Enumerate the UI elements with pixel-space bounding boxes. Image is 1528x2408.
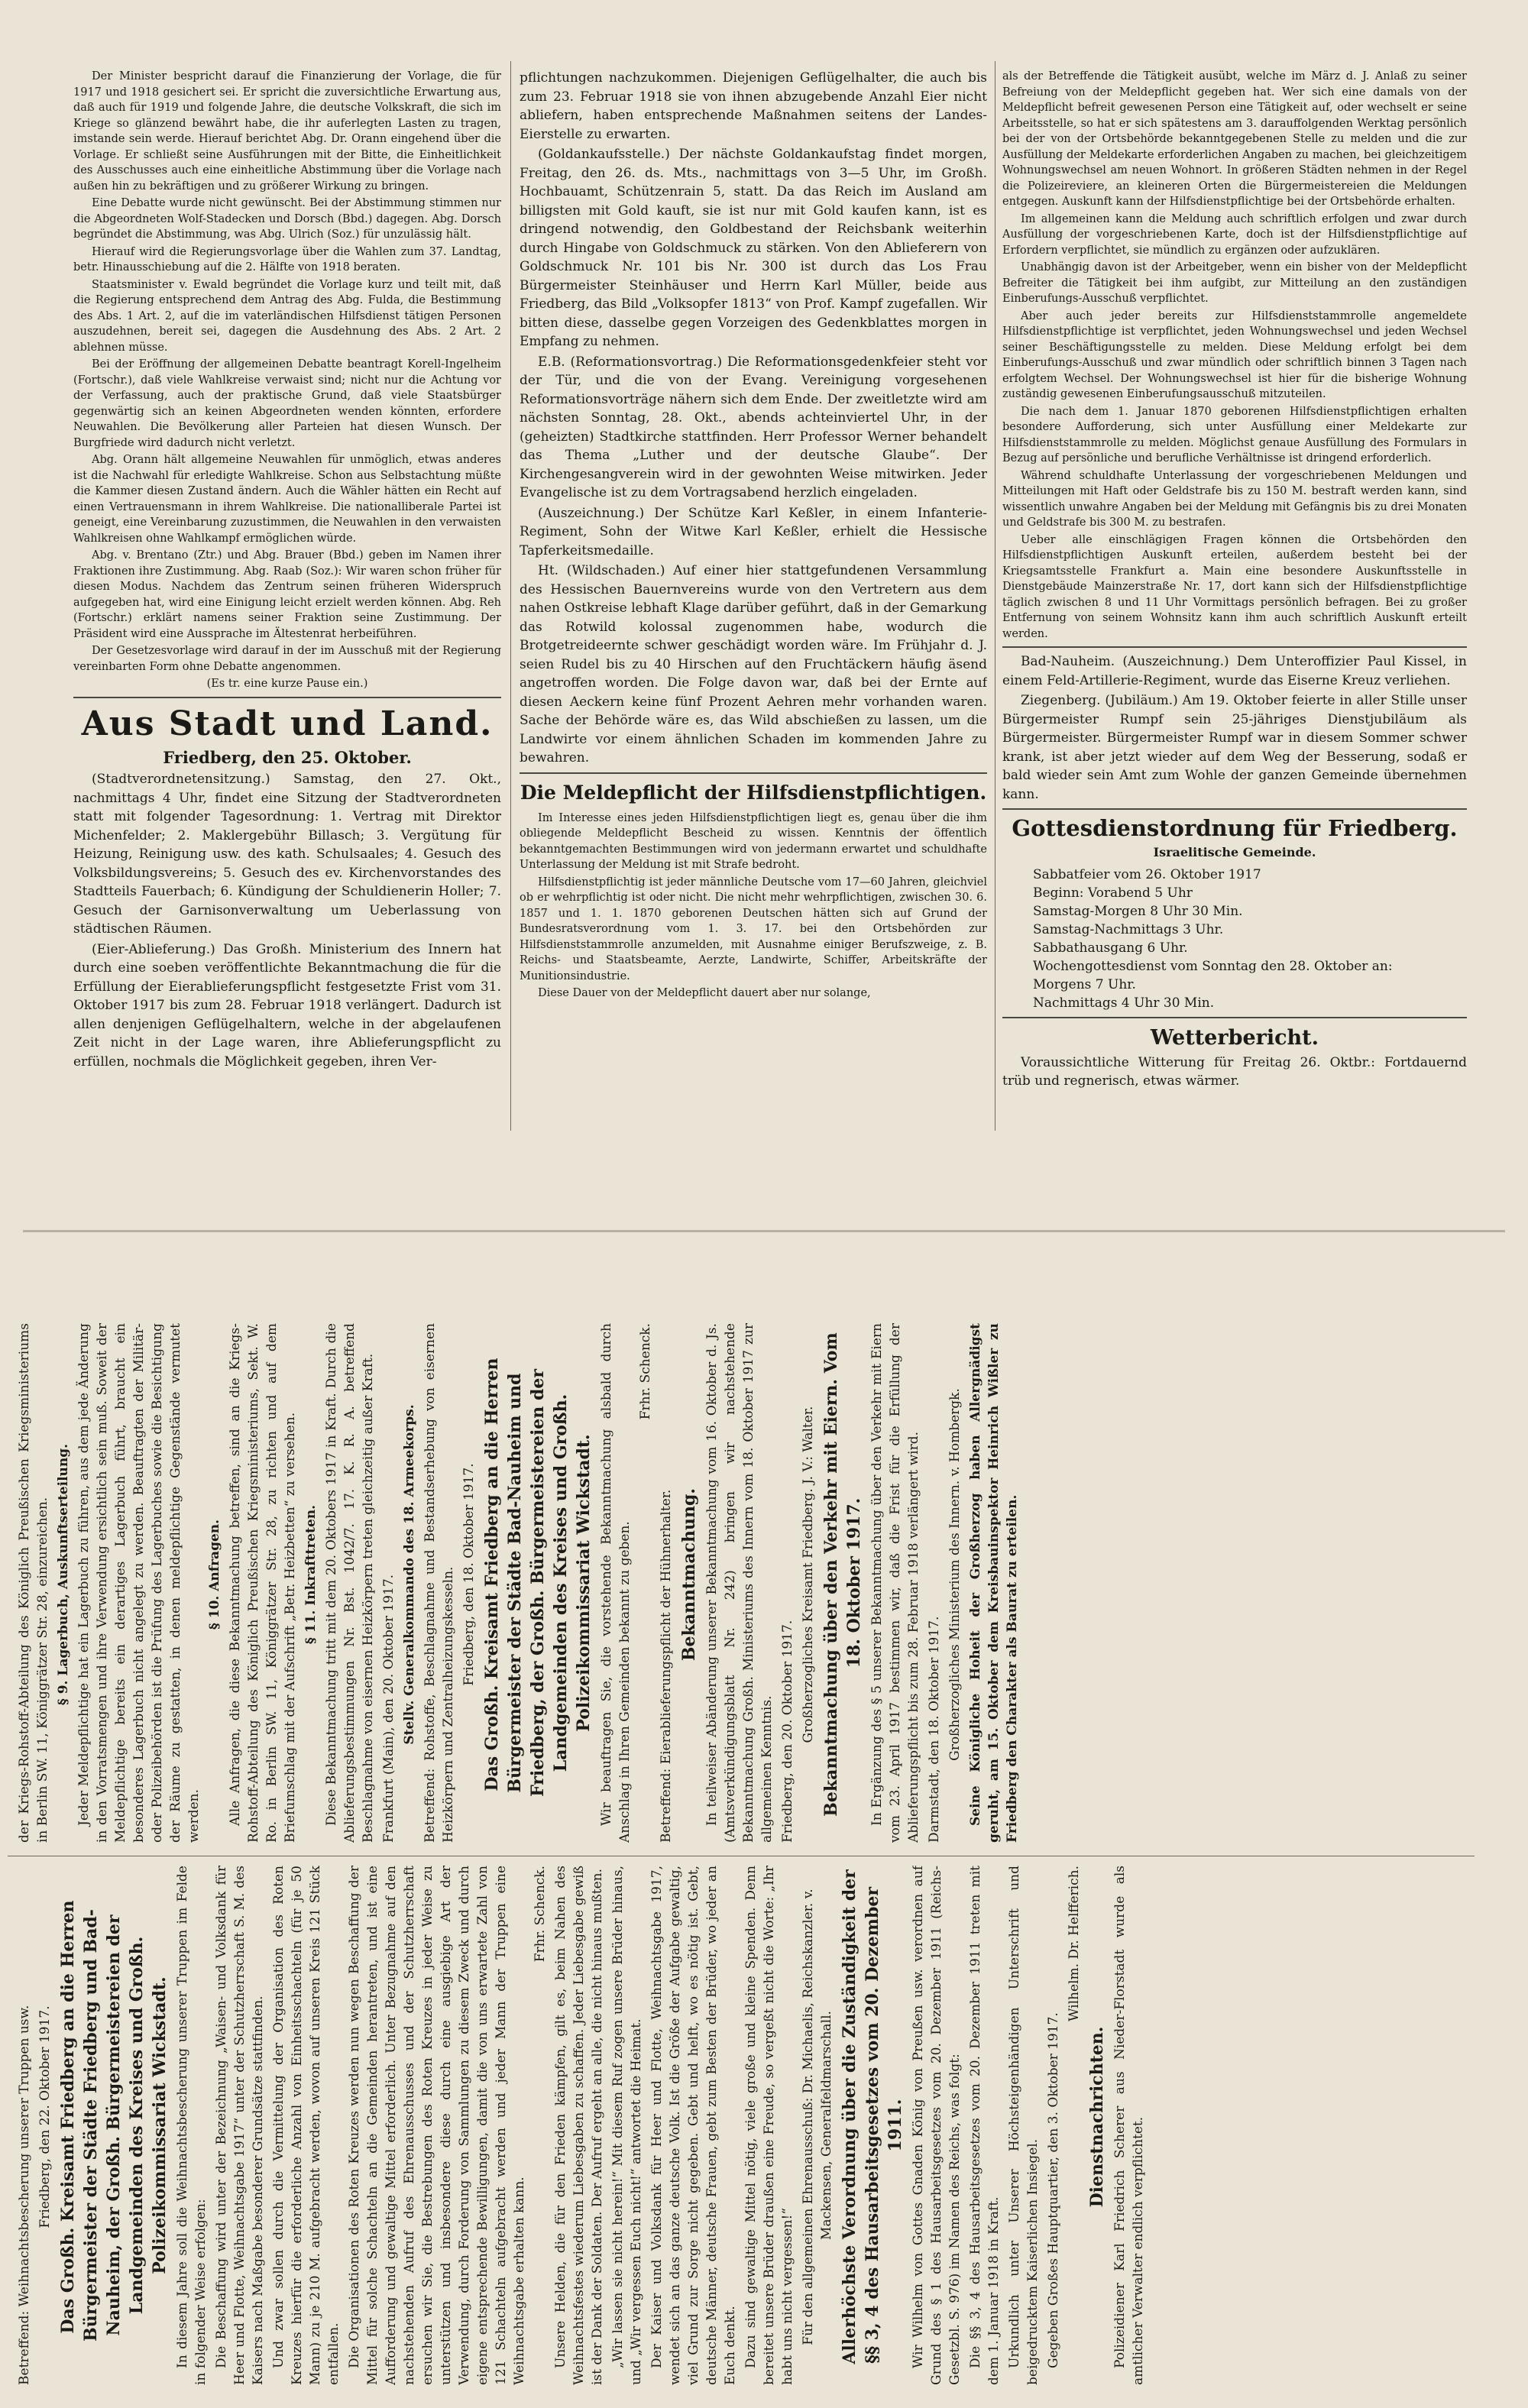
signature: Großherzogliches Ministerium des Innern. v. Hombergk. — [947, 1388, 963, 1761]
section-divider — [1002, 646, 1467, 648]
article-paragraph: Während schuldhafte Unterlassung der vorgeschriebenen Meldungen und Mitteilungen mit Haft oder Geldstrafe bis zu 150 M. bestraft werden kann, sind wissentlich unwahre Angaben bei der Meldung mit Gefängnis bis zu drei Monaten und Geldstrafe bis 300 M. zu bestrafen. — [1002, 469, 1467, 529]
section-divider — [73, 697, 501, 698]
article-paragraph: (Auszeichnung.) Der Schütze Karl Keßler, in einem Infanterie-Regiment, Sohn der Witwe Karl Keßler, erhielt die Hessische Tapferkeitsmedaille. — [520, 505, 987, 558]
article-paragraph: (Stadtverordnetensitzung.) Samstag, den 27. Okt., nachmittags 4 Uhr, findet eine Sitzung der Stadtverordneten statt mit folgender Tagesordnung: 1. Vertrag mit Direktor Michenfelder; 2. Maklergebühr Billasch; 3. Vergütung für Heizung, Reinigung usw. des kath. Schulsaales; 4. Gesuch des Volksbildungsvereins; 5. Gesuch des ev. Kirchenvorstandes des Stadtteils Fauerbach; 6. Kündigung der Schuldienerin Holler; 7. Gesuch der Garnisonverwaltung um Ueberlassung von städtischen Räumen. — [73, 772, 501, 937]
signature: Wilhelm. Dr. Helfferich. — [1067, 1866, 1082, 2022]
article-paragraph: E.B. (Reformationsvortrag.) Die Reformationsgedenkfeier steht vor der Tür, und die von der Evang. Vereinigung vorgesehenen Reformationsvorträge nähern sich dem Ende. Der zweitletzte wird am nächsten Sonntag, 28. Okt., abends achteinviertel Uhr, in der (geheizten) Stadtkirche stattfinden. Herr Professor Werner behandelt das Thema „Luther und der deutsche Glaube“. Der Kirchengesangverein wird in der gewohnten Weise mitwirken. Jeder Evangelische ist zu dem Vortragsabend herzlich eingeladen. — [520, 354, 987, 500]
appeal-paragraph: Dazu sind gewaltige Mittel nötig, viele große und kleine Spenden. Denn bereitet unsere Brüder draußen eine Freude, so vergeßt nicht die Worte: „Ihr habt uns nicht vergessen!“ — [743, 1866, 795, 2385]
notice-paragraph: Wir beauftragen Sie, die vorstehende Bekanntmachung alsbald durch Anschlag in Ihren Gemeinden bekannt zu geben. — [599, 1323, 633, 1843]
article-paragraph: Ueber alle einschlägigen Fragen können die Ortsbehörden den Hilfsdienstpflichtigen Auskunft erteilen, außerdem besteht bei der Kriegsamtsstelle Frankfurt a. Main eine besondere Auskunftsstelle in Dienstgebäude Mainzerstraße Nr. 17, dort kann sich der Hilfsdienstpflichtige täglich zwischen 8 und 11 Uhr Vormittags persönlich befragen. Bei zu großer Entfernung von seinem Wohnsitz kann ihm auch schriftlich Auskunft erteilt werden. — [1002, 533, 1467, 640]
article-paragraph: Bad-Nauheim. (Auszeichnung.) Dem Unteroffizier Paul Kissel, in einem Feld-Artillerie-Regiment, wurde das Eiserne Kreuz verliehen. — [1002, 654, 1467, 688]
article-title: Die Meldepflicht der Hilfsdienstpflichtigen. — [520, 781, 987, 804]
appeal-paragraph: Der Kaiser und Volksdank für Heer und Flotte, Weihnachtsgabe 1917, wendet sich an das ganze deutsche Volk. Ist die Größe der Aufgabe gewaltig, viel Grund zur Sorge nicht gegeben. Gebt und helft, wo es nötig ist. Gebt, deutsche Männer, deutsche Frauen, gebt zum Besten der Brüder, wo jeder an Euch denkt. — [649, 1866, 738, 2385]
service-news-title: Dienstnachrichten. — [1087, 2026, 1107, 2208]
article-paragraph: Der Minister bespricht darauf die Finanzierung der Vorlage, die für 1917 und 1918 gesichert sei. Er spricht die zuversichtliche Erwartung aus, daß auch für 1919 und folgende Jahre, die deutsche Volkskraft, die sich im Kriege so glänzend bewährt habe, die ihr auferlegten Lasten zu tragen, imstande sein werde. Hierauf berichtet Abg. Dr. Orann eingehend über die Vorlage. Er schließt seine Ausführungen mit der Bitte, die Einheitlichkeit des Ausschusses auch eine einheitliche Abstimmung über die Vorlage nach außen hin zu bekräftigen und zu größerer Wirkung zu bringen. — [73, 70, 501, 193]
column-rule — [510, 61, 511, 1131]
article-paragraph: Bei der Eröffnung der allgemeinen Debatte beantragt Korell-Ingelheim (Fortschr.), daß viele Wahlkreise verwaist sind; nicht nur die Achtung vor der Verfassung, auch der praktische Grund, daß viele Staatsbürger gegenwärtig sich an keinen Abgeordneten wenden könnten, erfordere Neuwahlen. Die Bevölkerung aller Parteien hat diesen Wunsch. Der Burgfriede wird dadurch nicht verletzt. — [73, 358, 501, 449]
notice-heading: Das Großh. Kreisamt Friedberg an die Herren Bürgermeister der Städte Friedberg und Bad-Nauheim, der Großh. Bürgermeistereien der Landgemeinden des Kreises und Großh. Polizeikommissariat Wickstadt. — [58, 1900, 170, 2342]
article-paragraph: Im Interesse eines jeden Hilfsdienstpflichtigen liegt es, genau über die ihm obliegende Meldepflicht Bescheid zu wissen. Kenntnis der öffentlich bekanntgemachten Bestimmungen wird von jedermann erwartet und schuldhafte Unterlassung der Meldung ist mit Strafe bedroht. — [520, 811, 987, 871]
section-divider — [1002, 808, 1467, 810]
appeal-paragraph: „Wir lassen sie nicht herein!“ Mit diesem Ruf zogen unsere Brüder hinaus, und „Wir vergessen Euch nicht!“ antwortet die Heimat. — [610, 1866, 644, 2385]
decree-paragraph: Gegeben Großes Hauptquartier, den 3. Oktober 1917. — [1046, 2012, 1061, 2368]
official-notices-rotated — [0, 1253, 1528, 2408]
signature: Frhr. Schenck. — [533, 1866, 548, 1963]
notice-paragraph: der Kriegs-Rohstoff-Abteilung des Königlich Preußischen Kriegsministeriums in Berlin SW. 11, Königgrätzer Str. 28, einzureichen. — [17, 1323, 50, 1843]
article-paragraph: Unabhängig davon ist der Arbeitgeber, wenn ein bisher von der Meldepflicht Befreiter die Tätigkeit bei ihm aufgibt, zur Mitteilung an den zuständigen Einberufungs-Ausschuß verpflichtet. — [1002, 261, 1467, 305]
weather-title: Wetterbericht. — [1150, 1025, 1319, 1050]
section-heading: § 11. Inkrafttreten. — [303, 1504, 319, 1645]
service-schedule-line: Samstag-Morgen 8 Uhr 30 Min. — [1033, 903, 1243, 919]
article-paragraph: (Eier-Ablieferung.) Das Großh. Ministerium des Innern hat durch eine soeben veröffentlichte Bekanntmachung die für die Erfüllung der Eierablieferungspflicht festgesetzte Frist vom 31. Oktober 1917 bis zum 28. Februar 1918 verlängert. Dadurch ist allen denjenigen Geflügelhaltern, welche in der abgelaufenen Zeit nicht in der Lage waren, ihre Ablieferungspflicht zu erfüllen, nochmals die Möglichkeit gegeben, ihren Ver- — [73, 941, 501, 1070]
appeal-paragraph: Unsere Helden, die für den Frieden kämpfen, gilt es, beim Nahen des Weihnachtsfestes wiederum Liebesgaben zu schaffen. Jeder Liebesgabe gewiß ist der Dank der Soldaten. Der Aufruf ergeht an alle, die nicht hinaus mußten. — [553, 1866, 605, 2385]
notices-column-left — [15, 1866, 1467, 2385]
article-paragraph: pflichtungen nachzukommen. Diejenigen Geflügelhalter, die auch bis zum 23. Februar 1918 sie von ihnen abzugebende Anzahl Eier nicht abliefern, haben entsprechende Maßnahmen seitens der Landes-Eierstelle zu erwarten. — [520, 70, 987, 142]
service-schedule-title: Gottesdienstordnung für Friedberg. — [1012, 815, 1458, 841]
service-schedule-line: Wochengottesdienst vom Sonntag den 28. Oktober an: — [1033, 958, 1393, 974]
article-paragraph: Hierauf wird die Regierungsvorlage über die Wahlen zum 37. Landtag, betr. Hinausschiebung auf die 2. Hälfte von 1918 beraten. — [73, 245, 501, 273]
article-paragraph: Ziegenberg. (Jubiläum.) Am 19. Oktober feierte in aller Stille unser Bürgermeister Rumpf sein 25-jähriges Dienstjubiläum als Bürgermeister. Bürgermeister Rumpf war in diesem Sommer schwer krank, ist aber jetzt wieder auf dem Weg der Besserung, sodaß er bald wieder sein Amt zum Wohle der ganzen Gemeinde übernehmen kann. — [1002, 693, 1467, 802]
column-2 — [520, 69, 987, 1134]
notice-subject: Betreffend: Rohstoffe, Beschlagnahme und Bestandserhebung von eisernen Heizkörpern und Zentralheizungskesseln. — [422, 1323, 456, 1843]
service-schedule-line: Samstag-Nachmittags 3 Uhr. — [1033, 921, 1224, 937]
article-paragraph: Die nach dem 1. Januar 1870 geborenen Hilfsdienstpflichtigen erhalten besondere Aufforderung, sich unter Ausfüllung einer Meldekarte zur Hilfsdienststammrolle zu melden. Möglichst genaue Ausfüllung des Formulars in Bezug auf persönliche und berufliche Verhältnisse ist dringend erforderlich. — [1002, 405, 1467, 464]
notice-paragraph: Alle Anfragen, die diese Bekanntmachung betreffen, sind an die Kriegs-Rohstoff-Abteilung des Königlich Preußischen Kriegsministeriums, Sekt. W. Ro. in Berlin SW. 11, Königgrätzer Str. 28, zu richten und auf dem Briefumschlag mit der Aufschrift „Betr. Heizbetten“ zu versehen. — [228, 1323, 298, 1843]
article-paragraph: (Es tr. eine kurze Pause ein.) — [206, 678, 368, 690]
section-title: Aus Stadt und Land. — [81, 704, 494, 743]
service-schedule-line: Sabbathausgang 6 Uhr. — [1033, 940, 1188, 956]
notice-subject: Betreffend: Weihnachtsbescherung unserer Truppen usw. — [17, 2005, 32, 2385]
notice-heading: Bekanntmachung. — [679, 1487, 699, 1662]
notice-paragraph: In diesem Jahre soll die Weihnachtsbescherung unserer Truppen im Felde in folgender Weise erfolgen: — [175, 1866, 209, 2385]
article-paragraph: als der Betreffende die Tätigkeit ausübt, welche im März d. J. Anlaß zu seiner Befreiung von der Meldepflicht gegeben hat. Wer sich eine damals von der Meldepflicht befreit gewesenen Person eine Tätigkeit auf, oder wechselt er seine Arbeitsstelle, so hat er sich spätestens am 3. darauffolgenden Werktag persönlich bei der von der Ortsbehörde bekanntgegebenen Stelle zu melden und die zur Ausfüllung der Meldekarte erforderlichen Angaben zu machen, bei gleichzeitigem Wohnungswechsel am neuen Wohnort. In größeren Städten nehmen in der Regel die Polizeireviere, an kleineren Orten die Bürgermeistereien die Meldungen entgegen. Auskunft kann der Hilfsdienstpflichtige bei der Ortsbehörde erhalten. — [1002, 70, 1467, 208]
dateline: Friedberg, den 25. Oktober. — [163, 747, 412, 767]
signature: Großherzogliches Kreisamt Friedberg. J. V.: Walter. — [801, 1406, 816, 1743]
notice-paragraph: Die Beschaffung wird unter der Bezeichnung „Waisen- und Volksdank für Heer und Flotte, Weihnachtsgabe 1917“ unter der Schutzherrschaft S. M. des Kaisers nach Maßgabe besonderer Grundsätze stattfinden. — [214, 1866, 266, 2385]
service-schedule-line: Beginn: Vorabend 5 Uhr — [1033, 885, 1193, 901]
article-paragraph: Der Gesetzesvorlage wird darauf in der im Ausschuß mit der Regierung vereinbarten Form ohne Debatte angenommen. — [73, 645, 501, 673]
notice-subject: Betreffend: Eierablieferungspflicht der Hühnerhalter. — [659, 1489, 674, 1843]
section-heading: § 10. Anfragen. — [207, 1519, 222, 1630]
decree-paragraph: Wir Wilhelm von Gottes Gnaden König von Preußen usw. verordnen auf Grund des § 1 des Hausarbeitsgesetzes vom 20. Dezember 1911 (Reichs-Gesetzbl. S. 976) im Namen des Reichs, was folgt: — [911, 1866, 963, 2385]
article-paragraph: Im allgemeinen kann die Meldung auch schriftlich erfolgen und zwar durch Ausfüllung der vorgeschriebenen Karte, doch ist der Hilfsdienstpflichtige auf Erfordern verpflichtet, sie mündlich zu ergänzen oder aufzuklären. — [1002, 212, 1467, 257]
notice-heading: Das Großh. Kreisamt Friedberg an die Herren Bürgermeister der Städte Bad-Nauheim und Friedberg, der Großh. Bürgermeistereien der Landgemeinden des Kreises und Großh. Polizeikommissariat Wickstadt. — [482, 1358, 594, 1797]
notice-paragraph: Jeder Meldepflichtige hat ein Lagerbuch zu führen, aus dem jede Änderung in den Vorratsmengen und ihre Verwendung ersichtlich sein muß. Soweit der Meldepflichtige bereits ein derartiges Lagerbuch führt, braucht ein besonderes Lagerbuch nicht angelegt zu werden. Beauftragten der Militär- oder Polizeibehörden ist die Prüfung des Lagerbuches sowie die Besichtigung der Räume zu gestatten, in denen meldepflichtige Gegenstände vermutet werden. — [76, 1323, 202, 1843]
column-1 — [73, 69, 501, 1134]
notice-paragraph: Die Organisationen des Roten Kreuzes werden nun wegen Beschaffung der Mittel für solche Schachteln an die Gemeinden herantreten, und ist eine Aufforderung und gewaltige Mittel erforderlich. Unter Bezugnahme auf den nachstehenden Aufruf des Ehrenausschusses und der Schutzherrschaft ersuchen wir Sie, die Bestrebungen des Roten Kreuzes in jeder Weise zu unterstützen und insbesondere diese durch eine ausgiebige Art der Verwendung, durch Forderung von Sammlungen zu diesem Zweck und durch eigene entsprechende Bewilligungen, damit die von uns erwartete Zahl von 121 Schachteln aufgebracht werden und jeder Mann der Truppen eine Weihnachtsgabe erhalten kann. — [347, 1866, 527, 2385]
article-paragraph: Ht. (Wildschaden.) Auf einer hier stattgefundenen Versammlung des Hessischen Bauernvereins wurde von den Vertretern aus dem nahen Ostkreise lebhaft Klage darüber geführt, daß in der Gemarkung das Rotwild kolossal zugenommen habe, wodurch die Brotgetreideernte schwer geschädigt worden wäre. Im Frühjahr d. J. seien Rudel bis zu 40 Hirschen auf den Fruchtäckern häufig äsend angetroffen worden. Die Folge davon war, daß bei der Ernte auf diesen Aeckern keine fünf Prozent Aehren mehr vorhanden waren. Sache der Behörde wäre es, das Wild abschießen zu lassen, um die Landwirte vor einem ähnlichen Schaden im kommenden Jahre zu bewahren. — [520, 563, 987, 765]
signature: Frhr. Schenck. — [638, 1323, 653, 1420]
dateline: Darmstadt, den 18. Oktober 1917. — [927, 1616, 942, 1843]
decree-title: Allerhöchste Verordnung über die Zuständigkeit der §§ 3, 4 des Hausarbeitsgesetzes vom 20. Dezember 1911. — [840, 1869, 905, 2364]
signature: Für den allgemeinen Ehrenausschuß: Dr. Michaelis, Reichskanzler. v. Mackensen, Generalfeldmarschall. — [801, 1889, 834, 2345]
notices-column-right — [15, 1323, 1467, 1843]
service-schedule-line: Nachmittags 4 Uhr 30 Min. — [1033, 995, 1215, 1011]
notice-heading: Bekanntmachung über den Verkehr mit Eiern. Vom 18. Oktober 1917. — [821, 1332, 864, 1817]
section-divider — [1002, 1017, 1467, 1018]
service-schedule-line: Sabbatfeier vom 26. Oktober 1917 — [1033, 866, 1261, 882]
weather-text: Voraussichtliche Witterung für Freitag 26. Oktbr.: Fortdauernd trüb und regnerisch, etwas wärmer. — [1002, 1054, 1467, 1089]
dateline: Friedberg, den 20. Oktober 1917. — [780, 1620, 795, 1843]
dateline: Friedberg, den 22. Oktober 1917. — [37, 2005, 53, 2228]
section-heading: § 9. Lagerbuch, Auskunftserteilung. — [56, 1443, 71, 1706]
section-divider — [520, 772, 987, 774]
article-paragraph: Hilfsdienstpflichtig ist jeder männliche Deutsche vom 17—60 Jahren, gleichviel ob er wehrpflichtig ist oder nicht. Die nicht mehr wehrpflichtigen, zwischen 30. 6. 1857 und 1. 1. 1870 geborenen Deutschen hätten sich auf Grund der Bundesratsverordnung vom 1. 3. 17. bei den Ortsbehörden zur Hilfsdienststammrolle anzumelden, mit Ausnahme einiger Berufszweige, z. B. Reichs- und Staatsbeamte, Aerzte, Landwirte, Schiffer, Arbeitskräfte der Munitionsindustrie. — [520, 875, 987, 982]
notice-paragraph: Seine Königliche Hoheit der Großherzog haben Allergnädigst geruht, am 15. Oktober dem Kreisbauinspektor Heinrich Wißler zu Friedberg den Charakter als Baurat zu erteilen. — [968, 1323, 1020, 1843]
article-paragraph: Abg. Orann hält allgemeine Neuwahlen für unmöglich, etwas anderes ist die Nachwahl für erledigte Wahlkreise. Schon aus Selbstachtung müßte die Kammer diesen Zustand ändern. Auch die Wähler hätten ein Recht auf einen Vertrauensmann in ihrem Wahlkreise. Die nationalliberale Partei ist geneigt, eine Vereinbarung zuzustimmen, die Neuwahlen in den verwaisten Wahlkreisen ohne Wahlkampf ermöglichen würde. — [73, 454, 501, 545]
article-paragraph: Abg. v. Brentano (Ztr.) und Abg. Brauer (Bbd.) geben im Namen ihrer Fraktionen ihre Zustimmung. Abg. Raab (Soz.): Wir waren schon früher für diesen Modus. Nachdem das Zentrum seinen früheren Widerspruch aufgegeben hat, wird eine Einigung leicht erzielt werden können. Abg. Reh (Fortschr.) erklärt namens seiner Fraktion seine Zustimmung. Der Präsident wird eine Aussprache im Ältestenrat herbeiführen. — [73, 549, 501, 640]
service-news-text: Polizeidiener Karl Friedrich Scherer aus Nieder-Florstadt wurde als amtlicher Verwalter endlich verpflichtet. — [1112, 1866, 1146, 2385]
notice-paragraph: Diese Bekanntmachung tritt mit dem 20. Oktobers 1917 in Kraft. Durch die Ablieferungsbestimmungen Nr. Bst. 1042/7. 17. K. R. A. betreffend Beschlagnahme von eisernen Heizkörpern treten gleichzeitig außer Kraft. — [324, 1323, 376, 1843]
signature: Stellv. Generalkommando des 18. Armeekorps. — [402, 1404, 417, 1745]
dateline: Friedberg, den 18. Oktober 1917. — [461, 1463, 477, 1686]
article-paragraph: (Goldankaufsstelle.) Der nächste Goldankaufstag findet morgen, Freitag, den 26. ds. Mts., nachmittags von 3—5 Uhr, im Großh. Hochbauamt, Schützenrain 5, statt. Da das Reich im Ausland am billigsten mit Gold kauft, sie ist nur mit Gold kaufen kann, ist es dringend notwendig, den Goldbestand der Reichsbank weiterhin durch Hingabe von Goldschmuck zu stärken. Von den Ablieferern von Goldschmuck Nr. 101 bis Nr. 300 ist durch das Los Frau Bürgermeister Steinhäuser und Herrn Karl Müller, beide aus Friedberg, das Bild „Volksopfer 1813“ von Prof. Kampf zugefallen. Wir bitten diese, dasselbe gegen Vorzeigen des Gedenkblattes morgen in Empfang zu nehmen. — [520, 147, 987, 349]
page-fold-line — [23, 1230, 1505, 1232]
rotated-content — [0, 1308, 1497, 2408]
notice-paragraph: In Ergänzung des § 5 unserer Bekanntmachung über den Verkehr mit Eiern vom 23. April 1917 bestimmen wir, daß die Frist für die Erfüllung der Ablieferungspflicht bis zum 28. Februar 1918 verlängert wird. — [869, 1323, 921, 1843]
article-paragraph: Aber auch jeder bereits zur Hilfsdienststammrolle angemeldete Hilfsdienstpflichtige ist verpflichtet, jeden Wohnungswechsel und jeden Wechsel seiner Beschäftigungsstelle zu melden. Diese Meldung erfolgt bei dem Einberufungs-Ausschuß und zwar mündlich oder schriftlich binnen 3 Tagen nach erfolgtem Wechsel. Der Wohnungswechsel ist hier für die bisherige Wohnung zuständig gewesenen Einberufungsausschuß mitzuteilen. — [1002, 309, 1467, 400]
notice-paragraph: Und zwar sollen durch die Vermittelung der Organisation des Roten Kreuzes hierfür die erforderliche Anzahl von Einheitsschachteln (für je 50 Mann) zu je 210 M. aufgebracht werden, wovon auf unseren Kreis 121 Stück entfallen. — [271, 1866, 342, 2385]
article-paragraph: Eine Debatte wurde nicht gewünscht. Bei der Abstimmung stimmen nur die Abgeordneten Wolf-Stadecken und Dorsch (Bbd.) dagegen. Abg. Dorsch begründet die Abstimmung, was Abg. Ulrich (Soz.) für unzulässig hält. — [73, 197, 501, 241]
decree-paragraph: Die §§ 3, 4 des Hausarbeitsgesetzes vom 20. Dezember 1911 treten mit dem 1. Januar 1918 in Kraft. — [968, 1866, 1002, 2385]
service-schedule-subtitle: Israelitische Gemeinde. — [1153, 845, 1316, 859]
column-3 — [1002, 69, 1467, 1134]
dateline: Frankfurt (Main), den 20. Oktober 1917. — [381, 1574, 397, 1843]
notice-paragraph: In teilweiser Abänderung unserer Bekanntmachung vom 16. Oktober d. Js. (Amtsverkündigungsblatt Nr. 242) bringen wir nachstehende Bekanntmachung Großh. Ministeriums des Innern vom 18. Oktober 1917 zur allgemeinen Kenntnis. — [704, 1323, 775, 1843]
article-paragraph: Staatsminister v. Ewald begründet die Vorlage kurz und teilt mit, daß die Regierung entsprechend dem Antrag des Abg. Fulda, die Bestimmung des Abs. 1 Art. 2, auf die im vaterländischen Hilfsdienst tätigen Personen auszudehnen, bereit sei, dagegen die Ausdehnung des Abs. 2 Art. 2 ablehnen müsse. — [73, 278, 501, 354]
service-schedule-line: Morgens 7 Uhr. — [1033, 976, 1136, 992]
article-paragraph: Diese Dauer von der Meldepflicht dauert aber nur solange, — [538, 987, 871, 999]
decree-paragraph: Urkundlich unter Unserer Höchsteigenhändigen Unterschrift und beigedrucktem Kaiserlichen Insiegel. — [1007, 1866, 1041, 2385]
